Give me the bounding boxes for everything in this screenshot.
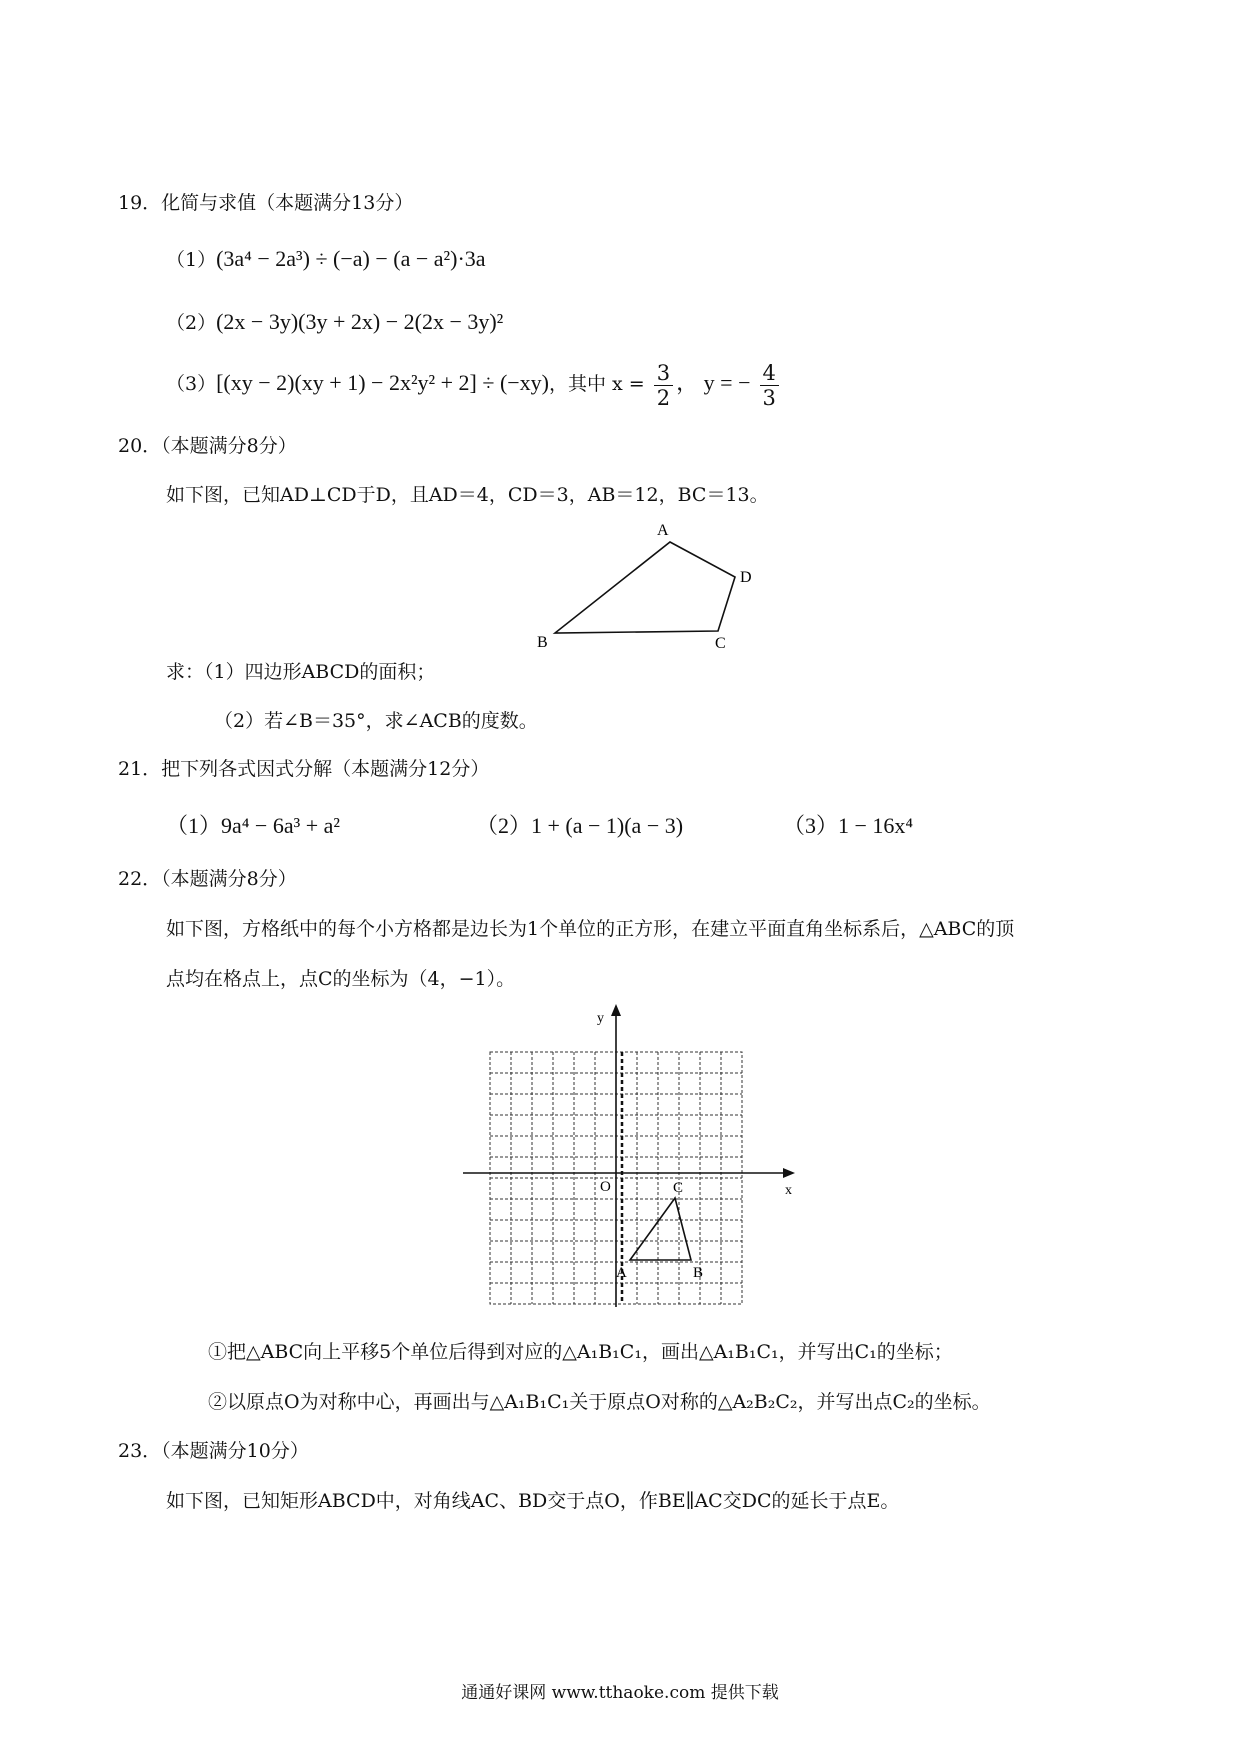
q21-part3-expression: （3）1 − 16x⁴: [783, 813, 914, 838]
q19-title: 19．化简与求值（本题满分13分）: [118, 192, 414, 214]
y-axis-label: y: [597, 1011, 604, 1026]
q22-task2: ②以原点O为对称中心，再画出与△A₁B₁C₁关于原点O对称的△A₂B₂C₂，并写出点C₂的坐标。: [208, 1391, 991, 1413]
q22-coordinate-grid-figure: [455, 1002, 800, 1312]
point-label-c: C: [673, 1180, 684, 1196]
point-label-a: A: [616, 1265, 627, 1281]
q19-y-denominator: 3: [762, 385, 776, 410]
q19-part3: [166, 358, 782, 410]
q21-title: 21．把下列各式因式分解（本题满分12分）: [118, 758, 490, 780]
q19-part3-where: ，其中 x =: [549, 373, 645, 395]
vertex-label-d: D: [740, 569, 752, 586]
q20-title: 20．（本题满分8分）: [118, 435, 297, 457]
q21-part2: [476, 813, 683, 840]
q23-title: 23．（本题满分10分）: [118, 1440, 309, 1462]
q19-x-numerator: 3: [654, 361, 673, 386]
q19-part2-number: （2）: [166, 312, 217, 334]
q23-stem: 如下图，已知矩形ABCD中，对角线AC、BD交于点O，作BE∥AC交DC的延长于点E。: [166, 1490, 900, 1512]
q20-quadrilateral-figure: [535, 520, 775, 655]
q21-part1: [166, 813, 340, 840]
q19-y-numerator: 4: [760, 361, 779, 386]
quadrilateral-abcd: [555, 542, 735, 633]
vertex-label-b: B: [537, 634, 548, 651]
q21-part1-expression: （1）9a⁴ − 6a³ + a²: [166, 813, 340, 838]
x-axis-label: x: [785, 1183, 792, 1198]
q22-stem-line2: 点均在格点上，点C的坐标为（4，−1）。: [166, 968, 516, 990]
q19-part2-expression: (2x − 3y)(3y + 2x) − 2(2x − 3y)²: [216, 309, 504, 334]
q20-stem: 如下图，已知AD⊥CD于D，且AD＝4，CD＝3，AB＝12，BC＝13。: [166, 484, 769, 506]
q19-part3-number: （3）: [166, 373, 217, 395]
x-axis-arrow: [783, 1168, 795, 1178]
vertex-label-c: C: [715, 635, 726, 652]
q19-part1-expression: (3a⁴ − 2a³) ÷ (−a) − (a − a²)·3a: [216, 246, 486, 271]
origin-label: O: [600, 1179, 611, 1195]
q19-y-fraction: [760, 361, 779, 410]
page-footer: 通通好课网 www.tthaoke.com 提供下载: [461, 1683, 779, 1703]
y-axis-arrow: [611, 1004, 621, 1016]
point-label-b: B: [693, 1265, 704, 1281]
q22-stem-line1: 如下图，方格纸中的每个小方格都是边长为1个单位的正方形，在建立平面直角坐标系后，△ABC的顶: [166, 918, 1015, 940]
triangle-abc: [630, 1198, 691, 1260]
q20-ask1: 求：（1）四边形ABCD的面积；: [166, 661, 436, 683]
q21-part2-expression: （2）1 + (a − 1)(a − 3): [476, 813, 684, 838]
q19-part2: [166, 309, 503, 336]
q19-x-denominator: 2: [656, 385, 671, 410]
q19-part1-number: （1）: [166, 249, 217, 271]
q19-part1: [166, 246, 486, 273]
q22-task1: ①把△ABC向上平移5个单位后得到对应的△A₁B₁C₁，画出△A₁B₁C₁，并写出C₁的坐标；: [208, 1341, 953, 1363]
q19-y-prefix: ， y = −: [676, 370, 751, 395]
q22-title: 22．（本题满分8分）: [118, 868, 297, 890]
vertex-label-a: A: [657, 522, 669, 539]
q20-ask2: （2）若∠B＝35°，求∠ACB的度数。: [214, 710, 538, 732]
q19-x-fraction: [654, 361, 673, 410]
q21-part3: [783, 813, 913, 840]
q19-part3-expression: [(xy − 2)(xy + 1) − 2x²y² + 2] ÷ (−xy): [216, 370, 550, 395]
